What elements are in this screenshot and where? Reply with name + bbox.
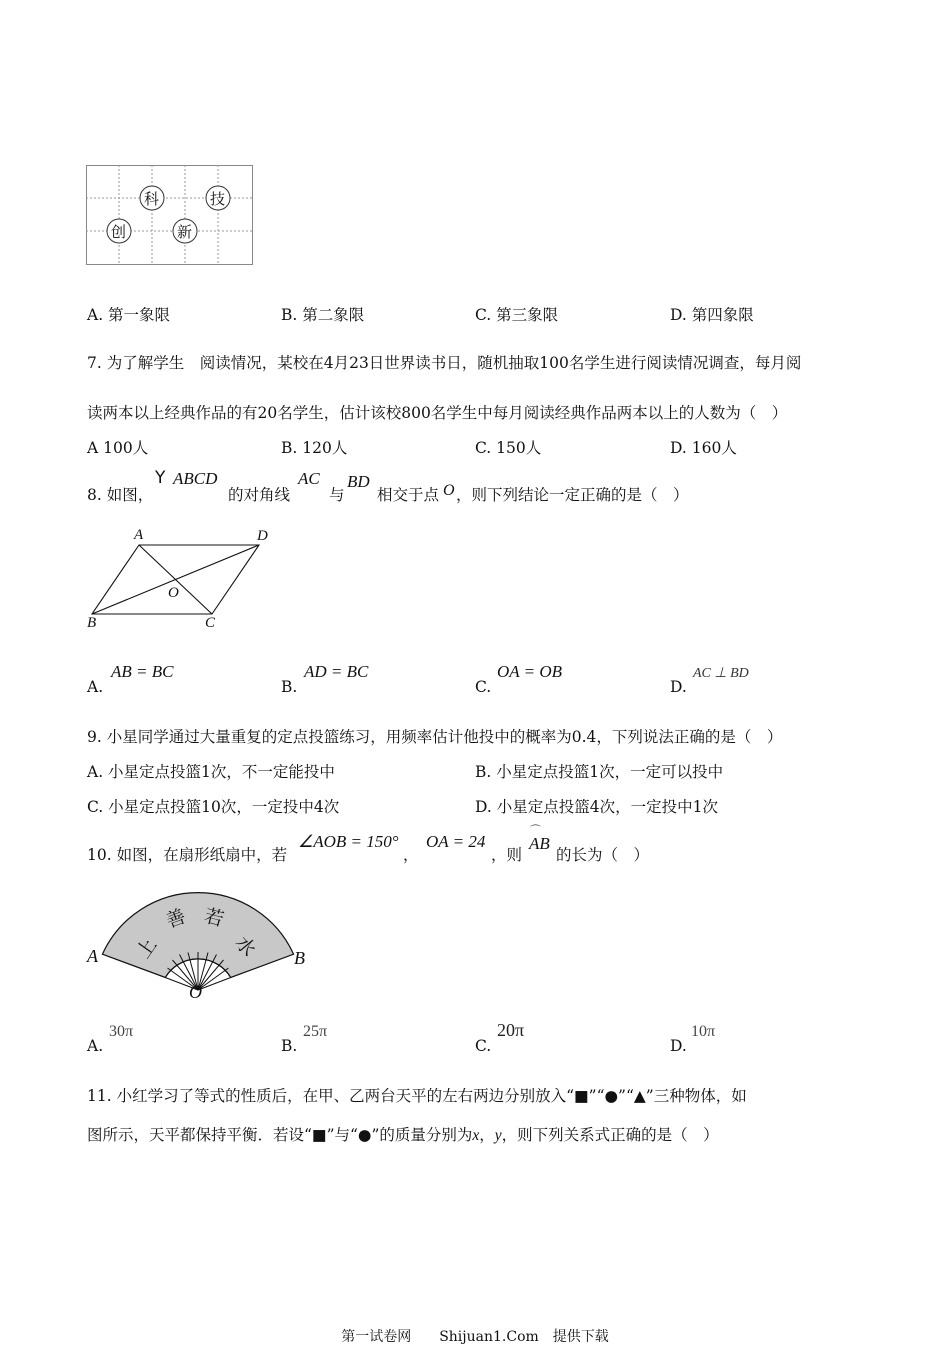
q8-ac: AC [298,469,320,488]
q11-line2-post: ，则下列关系式正确的是（ ） [501,1126,719,1144]
parallelogram-figure [84,526,284,638]
q6-option-a[interactable]: A. 第一象限 [87,306,171,324]
q10-comma: ， [403,846,419,864]
q8-stem-mid1: 的对角线 [228,486,291,504]
grid-char-ke: 科 [144,190,160,208]
q6-option-d[interactable]: D. 第四象限 [670,306,754,324]
q10-option-a-expr: 30π [109,1023,134,1040]
q10-then: ，则 [491,846,523,864]
q8-option-a-letter[interactable]: A. [87,678,104,696]
q7-option-d[interactable]: D. 160人 [670,439,737,457]
q11-var-y: y [494,1127,502,1144]
fan-char-shang: 上 [132,934,162,963]
q8-stem-prefix: 8. 如图， [87,486,154,504]
page-footer: 第一试卷网 Shijuan1.Com 提供下载 [341,1329,609,1345]
coordinate-grid-figure [86,165,253,265]
q8-option-d-letter[interactable]: D. [670,678,687,696]
q6-option-c[interactable]: C. 第三象限 [475,306,559,324]
fig-label-a: A [134,527,144,543]
parallelogram-symbol: Y [155,468,166,488]
q8-stem-suffix1: 相交于点 [377,486,440,504]
q10-option-a-letter[interactable]: A. [87,1037,104,1055]
fan-char-ruo: 若 [202,904,227,932]
grid-char-xin: 新 [177,223,193,241]
fan-char-shan: 善 [163,905,189,933]
q10-arc-ab: AB [529,834,550,853]
arc-symbol: ⌒ [530,824,541,837]
fig-label-o: O [168,585,179,601]
q9-option-a[interactable]: A. 小星定点投篮1次，不一定能投中 [87,763,335,781]
q8-option-c-letter[interactable]: C. [475,678,492,696]
q10-stem-suffix: 的长为（ ） [556,846,650,864]
q9-option-c[interactable]: C. 小星定点投篮10次，一定投中4次 [87,798,340,816]
q8-option-c-expr: OA = OB [497,662,562,681]
q8-bd: BD [347,472,370,491]
fig-label-b: B [87,615,97,631]
fig-label-c: C [205,615,216,631]
q10-option-b-expr: 25π [303,1023,328,1040]
q8-stem-mid2: 与 [329,486,345,504]
q10-oa-expr: OA = 24 [426,832,486,851]
grid-char-ji: 技 [210,190,226,208]
fan-figure [84,880,314,1008]
q6-option-b[interactable]: B. 第二象限 [281,306,365,324]
fan-label-o: O [189,982,202,1002]
q8-point-o: O [443,482,455,499]
q8-option-b-letter[interactable]: B. [281,678,298,696]
q10-option-c-expr: 20π [497,1020,525,1040]
q11-stem-line2 [87,1123,719,1145]
fig-label-d: D [257,528,268,544]
q8-abcd: ABCD [173,469,218,488]
fan-label-b: B [294,948,305,968]
fan-char-shui: 水 [230,932,260,961]
q10-option-d-expr: 10π [691,1023,716,1040]
q9-stem: 9. 小星同学通过大量重复的定点投篮练习，用频率估计他投中的概率为0.4，下列说法正确的是（ ） [87,728,783,746]
q7-option-c[interactable]: C. 150人 [475,439,542,457]
grid-char-chuang: 创 [111,223,127,241]
q10-option-d-letter[interactable]: D. [670,1037,687,1055]
q10-option-c-letter[interactable]: C. [475,1037,492,1055]
q8-option-a-expr: AB = BC [111,662,174,681]
q7-option-b[interactable]: B. 120人 [281,439,348,457]
q8-stem-suffix2: ，则下列结论一定正确的是（ ） [456,486,689,504]
q10-angle-expr: ∠AOB = 150° [298,832,399,851]
q11-stem-line1: 11. 小红学习了等式的性质后，在甲、乙两台天平的左右两边分别放入“■”“●”“▲”三种物体，如 [87,1087,747,1105]
q7-option-a[interactable]: A 100人 [87,439,149,457]
q7-stem-line2: 读两本以上经典作品的有20名学生，估计该校800名学生中每月阅读经典作品两本以上的人数为（ ） [87,404,788,422]
fan-label-a: A [87,946,98,966]
q11-sep: ， [479,1126,495,1144]
q10-stem-prefix: 10. 如图，在扇形纸扇中，若 [87,846,288,864]
q10-option-b-letter[interactable]: B. [281,1037,298,1055]
q7-stem-line1: 7. 为了解学生 阅读情况，某校在4月23日世界读书日，随机抽取100名学生进行阅读情况调查，每月阅 [87,354,802,372]
q11-line2-pre: 图所示，天平都保持平衡．若设“■”与“●”的质量分别为 [87,1126,473,1144]
q11-var-x: x [472,1127,480,1144]
q8-option-b-expr: AD = BC [304,662,369,681]
q8-option-d-expr: AC ⊥ BD [693,666,749,681]
q9-option-d[interactable]: D. 小星定点投篮4次，一定投中1次 [475,798,718,816]
q9-option-b[interactable]: B. 小星定点投篮1次，一定可以投中 [475,763,724,781]
